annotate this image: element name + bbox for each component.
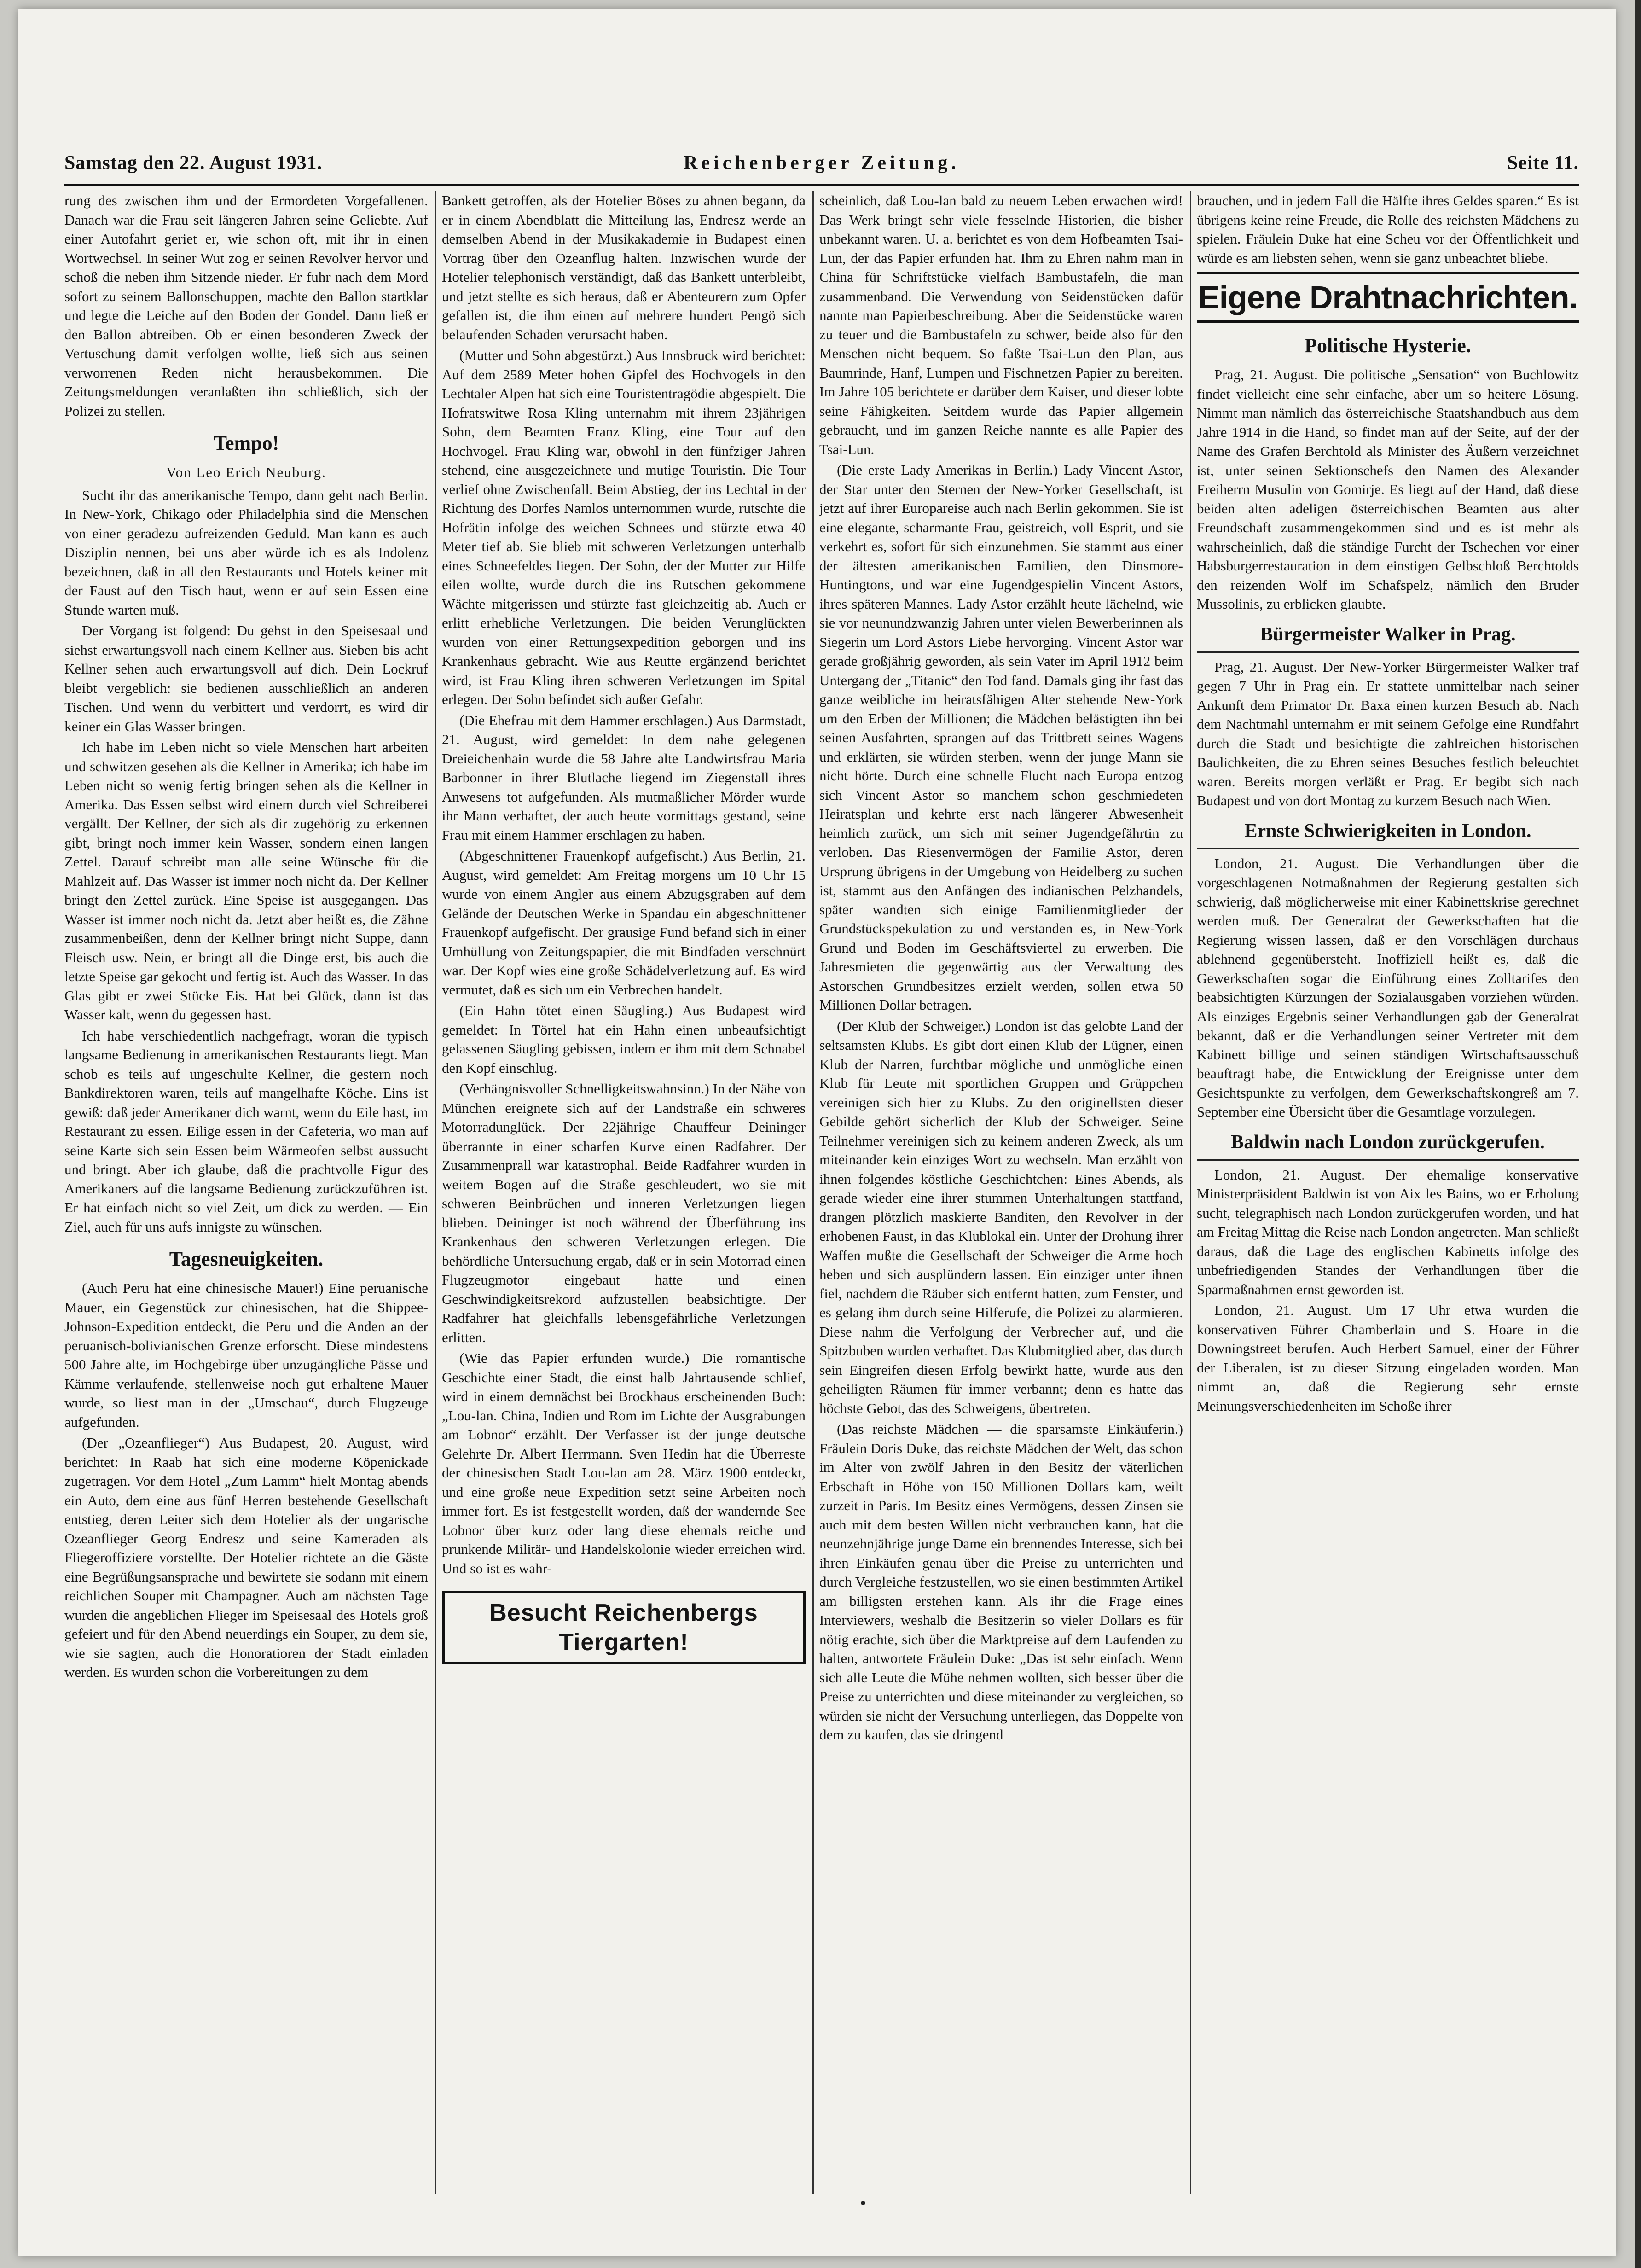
byline: Von Leo Erich Neuburg. xyxy=(166,464,326,480)
paragraph: London, 21. August. Der ehemalige konservative Ministerpräsident Baldwin ist von Aix les Bains, wo er Erholung sucht, telegraphisch nach London zurückgerufen worden, und hat am Freitag Mittag die Reise nach London angetreten. Man schließt daraus, daß die Lage des englischen Kabinetts infolge des unbefriedigenden Standes der Verhandlungen über die Sparmaßnahmen ernst geworden ist. xyxy=(1197,1166,1579,1297)
scan-edge xyxy=(1635,0,1641,2268)
paragraph: Prag, 21. August. Der New-Yorker Bürgermeister Walker traf gegen 7 Uhr in Prag ein. Er stattete unmittelbar nach seiner Ankunft dem Primator Dr. Baxa einen kurzen Besuch ab. Nach dem Nachtmahl unternahm er mit seinem Gefolge eine Rundfahrt durch die Stadt und besichtigte die zahlreichen historischen Baulichkeiten, die zu Ehren seines Besuches festlich beleuchtet waren. Bereits morgen verläßt er Prag. Er begibt sich nach Budapest und von dort Montag zu kurzem Besuch nach Wien. xyxy=(1197,658,1579,808)
column-2 xyxy=(442,191,806,2194)
news-item: (Verhängnisvoller Schnelligkeitswahnsinn.) In der Nähe von München ereignete sich auf der Landstraße ein schweres Motorradunglück. Der 22jährige Chauffeur Deininger überrannte in einer scharfen Kurve einen Radfahrer. Der Zusammenprall war katastrophal. Beide Radfahrer wurden in weitem Bogen auf die Straße geschleudert, wo sie mit schweren Beinbrüchen und inneren Verletzungen liegen blieben. Deininger ist noch während der Überführung ins Krankenhaus den schweren Verletzungen erlegen. Die behördliche Untersuchung ergab, daß er in sein Motorrad einen Flugzeugmotor eingebaut hatte und einen Geschwindigkeitsrekord aufzustellen beabsichtigte. Der Radfahrer hat gleichfalls lebensgefährliche Verletzungen erlitten. xyxy=(442,1081,806,1345)
news-item: (Auch Peru hat eine chinesische Mauer!) Eine peruanische Mauer, ein Gegenstück zur chinesischen, hat die Shippee-Johnson-Expedition entdeckt, die Peru und die Anden an der peruanisch-bolivianischen Grenze erforscht. Diese mindestens 500 Jahre alte, im Hochgebirge über unzugängliche Pässe und Kämme verlaufende, stellenweise noch gut erhaltene Mauer wurde, so liest man in der „Umschau“, durch Flugzeuge aufgefunden. xyxy=(64,1280,428,1430)
article-continuation: rung des zwischen ihm und der Ermordeten Vorgefallenen. Danach war die Frau seit längeren Jahren seine Geliebte. Auf einer Autofahrt geriet er, wie schon oft, mit ihr in einen Wortwechsel. In seiner Wut zog er seinen Revolver hervor und schoß die neben ihm Sitzende nieder. Er fuhr nach dem Mord sofort zu seinem Ballonschuppen, machte den Ballon startklar und legte die Leiche auf den Boden der Gondel. Dann ließ er den Ballon abtreiben. Ob er einen besonderen Zweck der Vertuschung damit verfolgen wollte, ließ sich aus seinen verworrenen Reden nicht herausbekommen. Die Zeitungsmeldungen veranlaßten ihn schließlich, sich der Polizei zu stellen. xyxy=(64,192,428,419)
news-item: (Mutter und Sohn abgestürzt.) Aus Innsbruck wird berichtet: Auf dem 2589 Meter hohen Gipfel des Hochvogels in den Lechtaler Alpen hat sich eine Touristentragödie abgespielt. Die Hofratswitwe Rosa Kling unternahm mit ihrem 23jährigen Sohn, dem Beamten Franz Kling, eine Tour auf den Hochvogel. Frau Kling war, obwohl in den fünfziger Jahren stehend, eine ausgezeichnete und mutige Touristin. Die Tour verlief ohne Zwischenfall. Beim Abstieg, der ins Lechtal in der Richtung des Dorfes Namlos unternommen wurde, rutschte die Hofrätin infolge des weichen Schnees und stürzte etwa 40 Meter tief ab. Sie blieb mit schweren Verletzungen unterhalb eines Schneefeldes liegen. Der Sohn, der der Mutter zur Hilfe eilen wollte, wurde durch die ins Rutschen gekommene Wächte mitgerissen und stürzte fast gleichzeitig ab. Auch er erlitt erhebliche Verletzungen. Die beiden Verunglückten wurden von einer Rettungsexpedition geborgen und ins Krankenhaus gebracht. Wie aus Reutte ergänzend berichtet wird, ist Frau Kling ihren schweren Verletzungen im Spital erlegen. Der Sohn befindet sich außer Gefahr. xyxy=(442,347,806,707)
news-item: (Ein Hahn tötet einen Säugling.) Aus Budapest wird gemeldet: In Törtel hat ein Hahn einen unbeaufsichtigt gelassenen Säugling gebissen, indem er ihm mit dem Schnabel den Kopf einschlug. xyxy=(442,1002,806,1076)
paragraph: London, 21. August. Die Verhandlungen über die vorgeschlagenen Notmaßnahmen der Regierung gestalten sich schwierig, daß möglicherweise mit einer Kabinettskrise gerechnet werden muß. Der Generalrat der Gewerkschaften hat die Regierung wissen lassen, daß er den Vorschlägen durchaus ablehnend gegenübersteht. Inoffiziell heißt es, daß die Gewerkschaften sogar die Einführung eines Zolltarifes den beabsichtigten Kürzungen der Sozialausgaben vorziehen würden. Als einziges Ergebnis seiner Verhandlungen gab der Generalrat bekannt, daß er die Verhandlungen seiner Vertreter mit dem Kabinett billige und seinen ständigen Wirtschaftsausschuß beauftragt habe, die Entwicklung der Ereignisse unter dem Gesichtspunkte zu verfolgen, dem Gewerkschaftskongreß am 7. September eine Übersicht über die Gesamtlage vorzulegen. xyxy=(1197,855,1579,1120)
section-heading-drahtnachrichten: Eigene Drahtnachrichten. xyxy=(1197,272,1579,323)
news-item-continuation: brauchen, und in jedem Fall die Hälfte ihres Geldes sparen.“ Es ist übrigens keine reine Freude, die Rolle des reichsten Mädchens zu spielen. Fräulein Duke hat eine Scheu vor der Öffentlichkeit und würde es am liebsten sehen, wenn sie ganz unbeachtet bliebe. xyxy=(1197,192,1579,266)
masthead xyxy=(64,147,1579,186)
column-rule xyxy=(1190,191,1191,2194)
paragraph: Prag, 21. August. Die politische „Sensation“ von Buchlowitz findet vielleicht eine sehr einfache, aber um so heitere Lösung. Nimmt man nämlich das österreichische Staatshandbuch aus dem Jahre 1914 in die Hand, so findet man auf der Seite, auf der der Name des Grafen Berchtold als Minister des Äußern verzeichnet ist, unter seinen Sektionschefs den Namen des Alexander Freiherrn Musulin von Gomirje. Es liegt auf der Hand, daß diese beiden alten adeligen österreichischen Beamten aus alter Freundschaft zusammengekommen sind und es ist mehr als wahrscheinlich, daß die ständige Furcht der Tschechen vor einer Habsburgerrestauration in dem einstigen Gelbschloß Berchtolds den reizenden Wolf im Schafspelz, nämlich den Bruder Mussolinis, zu erblicken glaubte. xyxy=(1197,366,1579,612)
column-3 xyxy=(819,191,1183,2194)
news-item: (Wie das Papier erfunden wurde.) Die romantische Geschichte einer Stadt, die einst halb Jahrtausende schlief, wird in einem demnächst bei Brockhaus erscheinenden Buch: „Lou-lan. China, Indien und Rom im Lichte der Ausgrabungen am Lobnor“ erzählt. Der Verfasser ist der junge deutsche Gelehrte Dr. Albert Herrmann. Sven Hedin hat die Überreste der chinesischen Stadt Lou-lan am 28. März 1900 entdeckt, und eine große neue Expedition setzt seine Arbeiten noch immer fort. Es ist festgestellt worden, daß der wandernde See Lobnor über kurz oder lang diese ehemals reiche und prunkende Militär- und Handelskolonie wieder erreichen wird. Und so ist es wahr- xyxy=(442,1350,806,1576)
masthead-page-number: Seite 11. xyxy=(1507,152,1579,174)
paragraph: Ich habe im Leben nicht so viele Menschen hart arbeiten und schwitzen gesehen als die Kellner in Amerika; ich habe im Leben nicht so wenig fertig bringen sehen als die Kellner in Amerika. Das Essen selbst wird einem durch viel Schreiberei vergällt. Der Kellner, der sich als dir zugehörig zu erkennen gibt, bringt noch immer kein Wasser, sondern einen langen Zettel. Darauf schreibt man alle seine Wünsche für die Mahlzeit auf. Das Wasser ist immer noch nicht da. Der Kellner bringt den Zettel zurück. Eine Speise ist ausgegangen. Das Wasser ist immer noch nicht da. Jetzt aber heißt es, die Zähne zusammenbeißen, denn der Kellner bringt nicht Suppe, dann Fleisch usw. Nein, er bringt all die Dinge erst, bis auch die letzte Speise gar gekocht und fertig ist. Auch das Wasser. In das Glas gibt er zwei Stücke Eis. Hat bei Glück, dann ist das Wasser kalt, wenn du gegessen hast. xyxy=(64,739,428,1023)
print-mark xyxy=(861,2201,865,2205)
column-4 xyxy=(1197,191,1579,2194)
paragraph: Der Vorgang ist folgend: Du gehst in den Speisesaal und siehst erwartungsvoll nach einem Kellner aus. Sieben bis acht Kellner sehen auch erwartungsvoll auf dich. Dein Lockruf bleibt vergeblich: sie bedienen ausschließlich an anderen Tischen. Und wenn du verbittert und verdorrt, es wird dir keiner ein Glas Wasser bringen. xyxy=(64,622,428,734)
newspaper-page xyxy=(18,9,1616,2256)
news-item: (Der „Ozeanflieger“) Aus Budapest, 20. August, wird berichtet: In Raab hat sich eine moderne Köpenickade zugetragen. Vor dem Hotel „Zum Lamm“ hielt Montag abends ein Auto, dem eine aus fünf Herren bestehende Gesellschaft entstieg, deren Leiter sich dem Hotelier als der ungarische Ozeanflieger Georg Endresz und seine Kameraden als Fliegeroffiziere vorstellte. Der Hotelier richtete an die Gäste eine Begrüßungsansprache und bewirtete sie sodann mit einem reichlichen Souper mit Champagner. Auch am nächsten Tage wurden die angeblichen Flieger im Speisesaal des Hotels groß gefeiert und für den Abend neuerdings ein Souper, zu dem sie, wie sie sagten, auch die Honoratioren der Stadt einladen werden. Es wurden schon die Vorbereitungen zu dem xyxy=(64,1435,428,1680)
headline-walker: Bürgermeister Walker in Prag. xyxy=(1197,622,1579,653)
news-item: (Der Klub der Schweiger.) London ist das gelobte Land der seltsamsten Klubs. Es gibt dort einen Klub der Lügner, einen Klub der Narren, furchtbar mögliche und unmögliche einen Klub für Leute mit sportlichen Gruppen und Grüppchen vereinigen sich hier zu Klubs. Zu den originellsten dieser Gebilde gehört sicherlich der Klub der Schweiger. Seine Teilnehmer vereinigen sich zu keinem anderen Zweck, als um miteinander kein einziges Wort zu wechseln. Man erzählt von ihnen folgendes köstliche Geschichtchen: Eines Abends, als gerade wieder eine ihrer stummen Unterhaltungen stattfand, drangen plötzlich maskierte Banditen, den Revolver in der erhobenen Faust, in das Klublokal ein. Unter der Drohung ihrer Waffen mußte die Gesellschaft der Schweiger die Arme hoch heben und sich ausplündern lassen. Ein einziger unter ihnen fiel, nachdem die Räuber sich entfernt hatten, zum Fenster, und es gelang ihm durch seine Hilferufe, die Polizei zu alarmieren. Diese nahm die Verfolgung der Verbrecher auf, und die Spitzbuben wurden verhaftet. Das Klubmitglied aber, das durch sein Eingreifen diesen Erfolg bewirkt hatte, wurde aus den geheiligten Räumen für immer verbannt; denn es hatte das höchste Gebot, das des Schweigens, übertreten. xyxy=(819,1018,1183,1416)
news-item: (Das reichste Mädchen — die sparsamste Einkäuferin.) Fräulein Doris Duke, das reichste Mädchen der Welt, das schon im Alter von zwölf Jahren in den Besitz der väterlichen Erbschaft in Höhe von 150 Millionen Dollars kam, weilt zurzeit in Paris. Im Besitz eines Vermögens, dessen Zinsen sie auch mit dem besten Willen nicht verbrauchen kann, hat die neunzehnjährige junge Dame ein brennendes Interesse, sich bei ihren Einkäufen genau über die Preise zu unterrichten und durch Vergleiche festzustellen, wo sie einen bestimmten Artikel am billigsten erstehen kann. Als ihr die Frage eines Interviewers, weshalb die Besitzerin so vieler Dollars es für nötig erachte, sich über die Marktpreise auf dem Laufenden zu halten, antwortete Fräulein Duke: „Das ist sehr einfach. Wenn sich alle Leute die Mühe nehmen wollten, sich besser über die Preise zu unterrichten und diese miteinander zu vergleichen, so würden sie nicht der Versuchung unterliegen, das Doppelte von dem zu kaufen, das sie dringend xyxy=(819,1421,1183,1743)
headline-tempo: Tempo! xyxy=(213,432,279,454)
paragraph: Sucht ihr das amerikanische Tempo, dann geht nach Berlin. In New-York, Chikago oder Philadelphia sind die Menschen von einer geradezu aufreizenden Geduld. Man kann es auch Disziplin nennen, bei uns aber würde ich es als Indolenz bezeichnen, daß in all den Restaurants und Hotels keiner mit der Faust auf den Tisch haut, wenn er auf sein Essen eine Stunde warten muß. xyxy=(64,487,428,618)
news-item: (Die Ehefrau mit dem Hammer erschlagen.) Aus Darmstadt, 21. August, wird gemeldet: In dem nahe gelegenen Dreieichenhain wurde die 58 Jahre alte Landwirtsfrau Maria Barbonner in ihrer Blutlache liegend im Ziegenstall ihres Anwesens tot aufgefunden. Als mutmaßlicher Mörder wurde ihr Mann verhaftet, der auch heute vormittags gestand, seine Frau mit einem Hammer erschlagen zu haben. xyxy=(442,712,806,843)
news-item: (Abgeschnittener Frauenkopf aufgefischt.) Aus Berlin, 21. August, wird gemeldet: Am Freitag morgens um 10 Uhr 15 wurde von einem Angler aus einem Abzugsgraben auf dem Gelände der Deutschen Werke in Spandau ein abgeschnittener Frauenkopf aufgefischt. Der grausige Fund befand sich in einer Umhüllung von Zeitungspapier, die mit Bindfaden verschnürt war. Der Kopf wies eine große Schädelverletzung auf. Es wird vermutet, daß es sich um ein Verbrechen handelt. xyxy=(442,848,806,998)
column-1 xyxy=(64,191,428,2194)
column-rule xyxy=(812,191,814,2194)
paragraph: Ich habe verschiedentlich nachgefragt, woran die typisch langsame Bedienung in amerikanischen Restaurants liegt. Man schob es teils auf ungeschulte Kellner, die gestern noch Bankdirektoren waren, teils auf mangelhafte Köche. Eins ist gewiß: daß jeder Amerikaner dich warnt, wenn du Eile hast, im Restaurant zu essen. Eilige essen in der Cafeteria, wo man auf seine Karte sich sein Essen beim Wärmeofen selbst aussucht und bringt. Aber ich glaube, daß die prachtvolle Figur des Amerikaners auf die langsame Bedienung zurückzuführen ist. Er hat einfach nicht so viel Zeit, um dick zu werden. — Ein Ziel, auch für uns aufs innigste zu wünschen. xyxy=(64,1027,428,1235)
advertisement-box: Besucht Reichenbergs Tiergarten! xyxy=(442,1591,806,1664)
paragraph: London, 21. August. Um 17 Uhr etwa wurden die konservativen Führer Chamberlain und S. Hoare in die Downingstreet berufen. Auch Herbert Samuel, einer der Führer der Liberalen, ist zu dieser Sitzung eingeladen worden. Man nimmt an, daß die Regierung sehr ernste Meinungsverschiedenheiten im Schoße ihrer xyxy=(1197,1302,1579,1414)
headline-baldwin: Baldwin nach London zurückgerufen. xyxy=(1197,1130,1579,1161)
masthead-date: Samstag den 22. August 1931. xyxy=(64,152,323,174)
news-item: (Die erste Lady Amerikas in Berlin.) Lady Vincent Astor, der Star unter den Sternen der New-Yorker Gesellschaft, ist jetzt auf ihrer Europareise auch nach Berlin gekommen. Sie ist eine elegante, scharmante Frau, geistreich, voll Esprit, und sie verkehrt es, sofort für sich einzunehmen. Sie stammt aus einer der ältesten amerikanischen Familien, den Dinsmore-Huntingtons, und war eine Jugendgespielin Vincent Astors, ihres späteren Mannes. Lady Astor erzählt heute lächelnd, wie sie vor neunundzwanzig Jahren unter vielen Bewerberinnen als Siegerin um Lord Astors Liebe hervorging. Vincent Astor war gerade großjährig geworden, als sein Vater im April 1912 beim Untergang der „Titanic“ den Tod fand. Damals ging ihr fast das ganze weibliche im heiratsfähigen Alter stehende New-York um den Erben der Millionen; die Mädchen belästigten ihn bei seinen Ausfahrten, sprangen auf das Trittbrett seines Wagens und erklärten, sie würden sterben, wenn der junge Mann sie nicht hörte. Durch eine schnelle Flucht nach Europa entzog sich Vincent Astor so manchem schon geschmiedeten Heiratsplan und kehrte erst nach längerer Abwesenheit heimlich zurück, um sich mit seiner Jugendgefährtin zu verloben. Das Riesenvermögen der Familie Astor, deren Ursprung übrigens in der Umgebung von Heidelberg zu suchen ist, stammt aus den Anfängen des indianischen Pelzhandels, später wandten sich einige Familienmitglieder der Grundstückspekulation zu und verstanden es, in New-York Grund und Boden im Geschäftsviertel zu erwerben. Die Jahresmieten die gegenwärtig aus der Verwaltung des Astorschen Grundbesitzes erzielt werden, sollen etwa 50 Millionen Dollar betragen. xyxy=(819,462,1183,1013)
column-rule xyxy=(435,191,436,2194)
news-item-continuation: Bankett getroffen, als der Hotelier Böses zu ahnen begann, da er in einem Abendblatt die Mitteilung las, Endresz werde an demselben Abend in der Musikakademie in Budapest einen Vortrag über den Ozeanflug halten. Inzwischen wurde der Hotelier telephonisch verständigt, daß das Bankett unterbleibt, und jetzt stellte es sich heraus, daß er Abenteurern zum Opfer gefallen ist, die ihm einen auf mehrere hundert Pengö sich belaufenden Schaden verursacht haben. xyxy=(442,192,806,343)
news-item-continuation: scheinlich, daß Lou-lan bald zu neuem Leben erwachen wird! Das Werk bringt sehr viele fesselnde Historien, die bisher unbekannt waren. U. a. berichtet es von dem Hofbeamten Tsai-Lun, der das Papier erfunden hat. Ihm zu Ehren nahm man in China für Schriftstücke vielfach Bambustafeln, die man zusammenband. Die Verwendung von Seidenstücken dafür nannte man Papierbeschreibung. Aber die Seidenstücke waren zu teuer und die Bambustafeln zu schwer, beide also für den Menschen nicht bequem. So faßte Tsai-Lun den Plan, aus Baumrinde, Hanf, Lumpen und Fischnetzen Papier zu bereiten. Im Jahre 105 berichtete er darüber dem Kaiser, und dieser lobte seine Fähigkeiten. Seitdem wurde das Papier allgemein gebraucht, und im ganzen Reiche nannte es alle Papier des Tsai-Lun. xyxy=(819,192,1183,457)
headline-politische-hysterie: Politische Hysterie. xyxy=(1305,334,1471,357)
masthead-title: Reichenberger Zeitung. xyxy=(684,152,960,174)
headline-london: Ernste Schwierigkeiten in London. xyxy=(1197,819,1579,849)
section-heading-tagesneuigkeiten: Tagesneuigkeiten. xyxy=(169,1248,324,1270)
